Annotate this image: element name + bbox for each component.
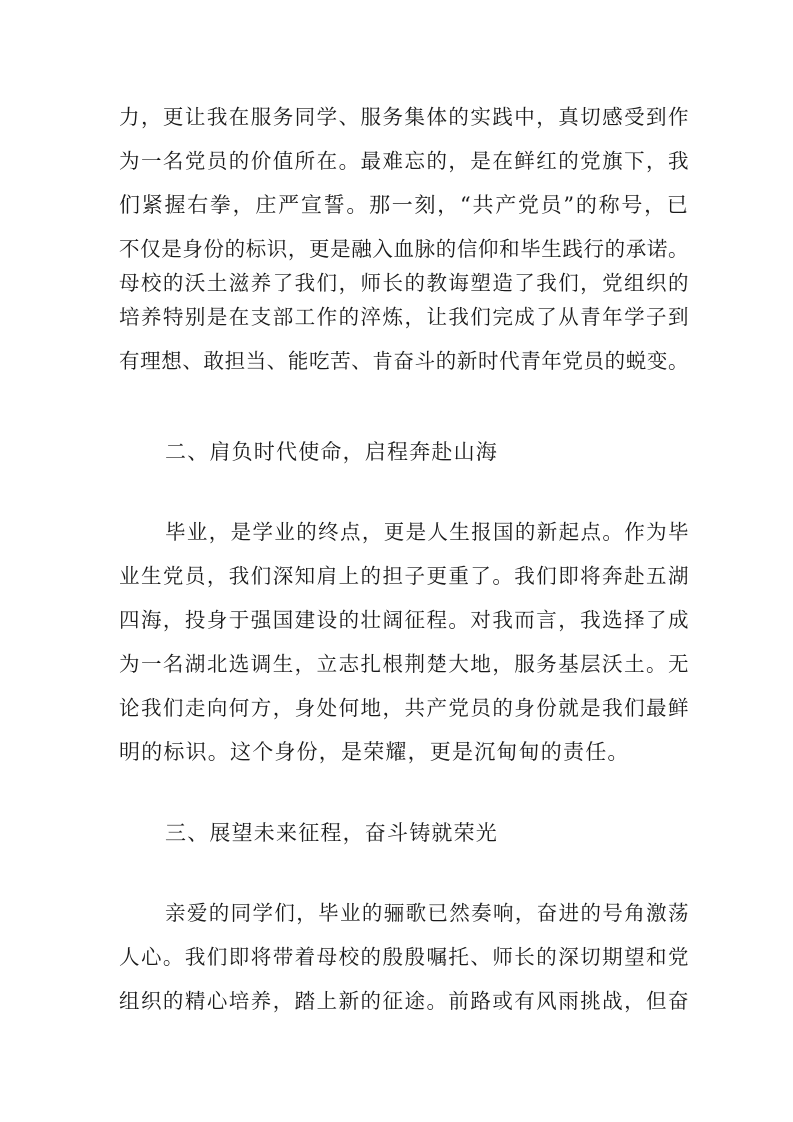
section-heading-3: 三、展望未来征程，奋斗铸就荣光 — [165, 821, 498, 845]
paragraph-2-line-2: 业生党员，我们深知肩上的担子更重了。我们即将奔赴五湖 — [119, 564, 689, 588]
paragraph-3-line-3: 组织的精心培养，踏上新的征途。前路或有风雨挑战，但奋 — [119, 989, 689, 1013]
paragraph-1-line-5: 母校的沃土滋养了我们，师长的教诲塑造了我们，党组织的 — [119, 271, 689, 295]
paragraph-1-line-7: 有理想、敢担当、能吃苦、肯奋斗的新时代青年党员的蜕变。 — [119, 349, 689, 373]
paragraph-2-line-1: 毕业，是学业的终点，更是人生报国的新起点。作为毕 — [165, 520, 689, 544]
section-heading-2: 二、肩负时代使命，启程奔赴山海 — [165, 440, 498, 464]
paragraph-1-line-4: 不仅是身份的标识，更是融入血脉的信仰和毕生践行的承诺。 — [119, 237, 689, 261]
paragraph-2-line-3: 四海，投身于强国建设的壮阔征程。对我而言，我选择了成 — [119, 608, 689, 632]
paragraph-3-line-2: 人心。我们即将带着母校的殷殷嘱托、师长的深切期望和党 — [119, 945, 689, 969]
paragraph-1-line-2: 为一名党员的价值所在。最难忘的，是在鲜红的党旗下，我 — [119, 149, 689, 173]
paragraph-1-line-6: 培养特别是在支部工作的淬炼，让我们完成了从青年学子到 — [119, 305, 689, 329]
paragraph-1-line-3: 们紧握右拳，庄严宣誓。那一刻，“共产党员”的称号，已 — [119, 193, 689, 217]
paragraph-3-line-1: 亲爱的同学们，毕业的骊歌已然奏响，奋进的号角激荡 — [165, 901, 689, 925]
paragraph-1-line-1: 力，更让我在服务同学、服务集体的实践中，真切感受到作 — [119, 105, 689, 129]
paragraph-2-line-4: 为一名湖北选调生，立志扎根荆楚大地，服务基层沃土。无 — [119, 652, 689, 676]
paragraph-2-line-6: 明的标识。这个身份，是荣耀，更是沉甸甸的责任。 — [119, 740, 630, 764]
paragraph-2-line-5: 论我们走向何方，身处何地，共产党员的身份就是我们最鲜 — [119, 696, 689, 720]
